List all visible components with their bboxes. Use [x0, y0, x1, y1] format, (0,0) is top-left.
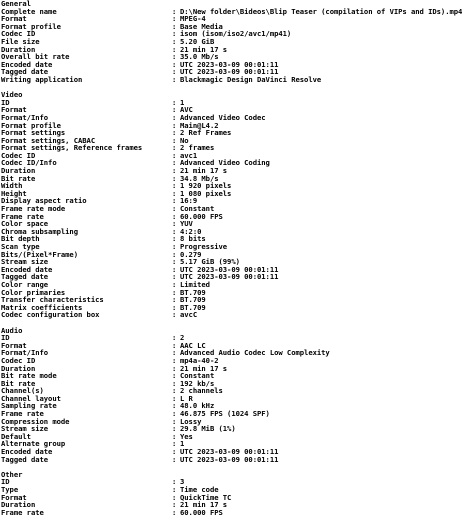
key-value-separator: : [172, 196, 177, 206]
info-key: Duration [1, 500, 36, 510]
key-value-separator: : [172, 219, 177, 229]
info-value: 2 [180, 333, 185, 343]
key-value-separator: : [172, 112, 177, 122]
info-key: Matrix coefficients [1, 302, 83, 312]
key-value-separator: : [172, 105, 177, 115]
info-key: Codec ID [1, 150, 36, 160]
key-value-separator: : [172, 128, 177, 138]
info-key: Overall bit rate [1, 52, 70, 62]
info-row [0, 395, 474, 403]
info-key: Format settings, Reference frames [1, 143, 143, 153]
info-key: Format/Info [1, 348, 49, 358]
info-value: AVC [180, 105, 193, 115]
info-key: Frame rate [1, 507, 44, 517]
info-row [0, 456, 474, 464]
info-value: mp4a-40-2 [180, 355, 219, 365]
info-key: Frame rate mode [1, 204, 66, 214]
info-row [0, 311, 474, 319]
info-key: Color range [1, 279, 49, 289]
info-row [0, 418, 474, 426]
key-value-separator: : [172, 454, 177, 464]
info-key: Bits/(Pixel*Frame) [1, 249, 78, 259]
section-heading: General [1, 0, 31, 8]
info-key: Chroma subsampling [1, 226, 78, 236]
info-row [0, 425, 474, 433]
info-value: Limited [180, 279, 210, 289]
section-heading: Other [1, 469, 23, 479]
info-row [0, 99, 474, 107]
info-row [0, 76, 474, 84]
key-value-separator: : [172, 143, 177, 153]
info-key: File size [1, 36, 40, 46]
info-value: 5.17 GiB (99%) [180, 257, 240, 267]
info-value: 1 [180, 97, 185, 107]
key-value-separator: : [172, 431, 177, 441]
info-key: Duration [1, 166, 36, 176]
info-value: 192 kb/s [180, 378, 215, 388]
key-value-separator: : [172, 135, 177, 145]
info-value: Lossy [180, 416, 202, 426]
key-value-separator: : [172, 158, 177, 168]
info-value: Time code [180, 485, 219, 494]
info-key: Format settings [1, 128, 66, 138]
key-value-separator: : [172, 120, 177, 130]
info-key: ID [1, 97, 10, 107]
info-key: Encoded date [1, 447, 53, 457]
key-value-separator: : [172, 424, 177, 434]
info-value: 60.000 FPS [180, 507, 223, 517]
key-value-separator: : [172, 295, 177, 305]
info-key: Format [1, 14, 27, 24]
key-value-separator: : [172, 416, 177, 426]
info-row [0, 175, 474, 183]
info-value: BT.709 [180, 295, 206, 305]
info-key: Sampling rate [1, 401, 57, 411]
key-value-separator: : [172, 409, 177, 419]
info-key: Format settings, CABAC [1, 135, 96, 145]
info-row [0, 167, 474, 175]
info-key: Color space [1, 219, 49, 229]
section-spacer [0, 84, 474, 92]
key-value-separator: : [172, 363, 177, 373]
key-value-separator: : [172, 340, 177, 350]
info-key: Bit rate mode [1, 371, 57, 381]
key-value-separator: : [172, 477, 177, 487]
info-value: 35.0 Mb/s [180, 52, 219, 62]
info-value: isom (isom/iso2/avc1/mp41) [180, 29, 292, 39]
info-row [0, 380, 474, 388]
info-value: 2 frames [180, 143, 215, 153]
info-value: Main@L4.2 [180, 120, 219, 130]
info-key: Display aspect ratio [1, 196, 87, 206]
info-value: Progressive [180, 242, 228, 251]
info-value: UTC 2023-03-09 00:01:11 [180, 264, 279, 274]
info-row [0, 114, 474, 122]
section-heading: Video [1, 90, 23, 100]
info-key: ID [1, 477, 10, 487]
info-key: Channel(s) [1, 386, 44, 396]
key-value-separator: : [172, 257, 177, 267]
info-key: Format/Info [1, 112, 49, 122]
info-value: 48.0 kHz [180, 401, 215, 411]
info-key: ID [1, 333, 10, 343]
section-audio [0, 327, 474, 471]
info-row [0, 15, 474, 23]
info-row [0, 144, 474, 152]
info-value: Yes [180, 431, 193, 441]
info-value: 21 min 17 s [180, 44, 228, 54]
key-value-separator: : [172, 485, 177, 494]
key-value-separator: : [172, 447, 177, 457]
info-row [0, 494, 474, 502]
info-row [0, 228, 474, 236]
key-value-separator: : [172, 264, 177, 274]
info-value: Blackmagic Design DaVinci Resolve [180, 74, 322, 84]
key-value-separator: : [172, 59, 177, 69]
key-value-separator: : [172, 234, 177, 244]
key-value-separator: : [172, 386, 177, 396]
info-row [0, 486, 474, 494]
info-key: Tagged date [1, 454, 49, 464]
info-value: 1 920 pixels [180, 181, 232, 191]
info-value: D:\New folder\Bideos\Blip Teaser (compilation of VIPs and IDs).mp4 [180, 6, 463, 16]
info-row [0, 235, 474, 243]
key-value-separator: : [172, 333, 177, 343]
key-value-separator: : [172, 439, 177, 449]
info-value: Base Media [180, 21, 223, 31]
key-value-separator: : [172, 226, 177, 236]
info-key: Writing application [1, 74, 83, 84]
info-value: 8 bits [180, 234, 206, 244]
key-value-separator: : [172, 371, 177, 381]
info-value: Constant [180, 204, 215, 214]
section-spacer [0, 463, 474, 471]
info-value: 46.875 FPS (1024 SPF) [180, 409, 270, 419]
key-value-separator: : [172, 67, 177, 77]
key-value-separator: : [172, 378, 177, 388]
info-key: Format [1, 340, 27, 350]
key-value-separator: : [172, 204, 177, 214]
info-row [0, 478, 474, 486]
key-value-separator: : [172, 348, 177, 358]
info-value: YUV [180, 219, 193, 229]
info-key: Bit rate [1, 378, 36, 388]
info-value: Advanced Audio Codec Low Complexity [180, 348, 330, 358]
key-value-separator: : [172, 44, 177, 54]
info-key: Stream size [1, 257, 49, 267]
info-key: Height [1, 188, 27, 198]
info-key: Transfer characteristics [1, 295, 104, 305]
info-row [0, 365, 474, 373]
key-value-separator: : [172, 302, 177, 312]
info-value: QuickTime TC [180, 492, 232, 502]
info-row [0, 213, 474, 221]
info-value: 0.279 [180, 249, 202, 259]
info-value: L R [180, 393, 193, 403]
info-key: Format [1, 492, 27, 502]
key-value-separator: : [172, 211, 177, 221]
section-video [0, 91, 474, 326]
info-key: Bit depth [1, 234, 40, 244]
key-value-separator: : [172, 97, 177, 107]
info-key: Frame rate [1, 211, 44, 221]
info-row [0, 433, 474, 441]
info-key: Tagged date [1, 272, 49, 282]
key-value-separator: : [172, 21, 177, 31]
key-value-separator: : [172, 272, 177, 282]
info-key: Type [1, 485, 19, 494]
info-key: Format [1, 105, 27, 115]
info-key: Complete name [1, 6, 57, 16]
info-row [0, 205, 474, 213]
info-key: Color primaries [1, 287, 66, 297]
info-row [0, 357, 474, 365]
info-value: 21 min 17 s [180, 363, 228, 373]
info-value: 34.8 Mb/s [180, 173, 219, 183]
info-value: 4:2:0 [180, 226, 202, 236]
info-row [0, 387, 474, 395]
info-key: Format profile [1, 21, 61, 31]
key-value-separator: : [172, 310, 177, 320]
info-row [0, 46, 474, 54]
info-key: Codec ID [1, 29, 36, 39]
info-key: Compression mode [1, 416, 70, 426]
key-value-separator: : [172, 6, 177, 16]
key-value-separator: : [172, 249, 177, 259]
key-value-separator: : [172, 166, 177, 176]
info-value: 60.000 FPS [180, 211, 223, 221]
key-value-separator: : [172, 507, 177, 517]
info-row [0, 334, 474, 342]
key-value-separator: : [172, 401, 177, 411]
info-value: 21 min 17 s [180, 166, 228, 176]
key-value-separator: : [172, 188, 177, 198]
info-row [0, 372, 474, 380]
section-other [0, 471, 474, 517]
section-general [0, 0, 474, 91]
info-value: No [180, 135, 189, 145]
info-row [0, 38, 474, 46]
info-key: Encoded date [1, 264, 53, 274]
section-spacer [0, 319, 474, 327]
key-value-separator: : [172, 150, 177, 160]
info-row [0, 182, 474, 190]
info-row [0, 197, 474, 205]
info-key: Channel layout [1, 393, 61, 403]
info-value: BT.709 [180, 302, 206, 312]
info-row [0, 349, 474, 357]
info-row [0, 273, 474, 281]
info-value: 5.20 GiB [180, 36, 215, 46]
info-row [0, 122, 474, 130]
info-value: 16:9 [180, 196, 198, 206]
info-row [0, 410, 474, 418]
info-key: Bit rate [1, 173, 36, 183]
info-value: 3 [180, 477, 185, 487]
key-value-separator: : [172, 287, 177, 297]
key-value-separator: : [172, 74, 177, 84]
info-row [0, 159, 474, 167]
info-value: avcC [180, 310, 198, 320]
info-key: Codec ID/Info [1, 158, 57, 168]
info-key: Alternate group [1, 439, 66, 449]
info-value: 21 min 17 s [180, 500, 228, 510]
info-value: Advanced Video Codec [180, 112, 266, 122]
key-value-separator: : [172, 393, 177, 403]
info-row [0, 8, 474, 16]
key-value-separator: : [172, 279, 177, 289]
info-key: Frame rate [1, 409, 44, 419]
info-key: Encoded date [1, 59, 53, 69]
info-value: 2 channels [180, 386, 223, 396]
key-value-separator: : [172, 52, 177, 62]
key-value-separator: : [172, 181, 177, 191]
info-value: UTC 2023-03-09 00:01:11 [180, 67, 279, 77]
key-value-separator: : [172, 36, 177, 46]
info-row [0, 30, 474, 38]
info-value: 29.8 MiB (1%) [180, 424, 236, 434]
key-value-separator: : [172, 29, 177, 39]
info-key: Duration [1, 363, 36, 373]
info-value: 1 [180, 439, 185, 449]
info-value: avc1 [180, 150, 198, 160]
info-key: Codec ID [1, 355, 36, 365]
info-key: Width [1, 181, 23, 191]
key-value-separator: : [172, 14, 177, 24]
info-value: UTC 2023-03-09 00:01:11 [180, 447, 279, 457]
info-value: MPEG-4 [180, 14, 206, 24]
info-key: Format profile [1, 120, 61, 130]
info-key: Codec configuration box [1, 310, 100, 320]
info-row [0, 501, 474, 509]
info-row [0, 281, 474, 289]
info-value: UTC 2023-03-09 00:01:11 [180, 454, 279, 464]
info-key: Stream size [1, 424, 49, 434]
key-value-separator: : [172, 500, 177, 510]
info-value: 2 Ref Frames [180, 128, 232, 138]
key-value-separator: : [172, 355, 177, 365]
info-key: Tagged date [1, 67, 49, 77]
info-value: UTC 2023-03-09 00:01:11 [180, 59, 279, 69]
key-value-separator: : [172, 242, 177, 251]
info-key: Default [1, 431, 31, 441]
info-row [0, 509, 474, 517]
key-value-separator: : [172, 173, 177, 183]
info-value: BT.709 [180, 287, 206, 297]
info-value: UTC 2023-03-09 00:01:11 [180, 272, 279, 282]
section-heading: Audio [1, 325, 23, 335]
info-value: AAC LC [180, 340, 206, 350]
info-key: Duration [1, 44, 36, 54]
info-key: Scan type [1, 242, 40, 251]
key-value-separator: : [172, 492, 177, 502]
info-value: Advanced Video Coding [180, 158, 270, 168]
info-value: Constant [180, 371, 215, 381]
info-value: 1 080 pixels [180, 188, 232, 198]
